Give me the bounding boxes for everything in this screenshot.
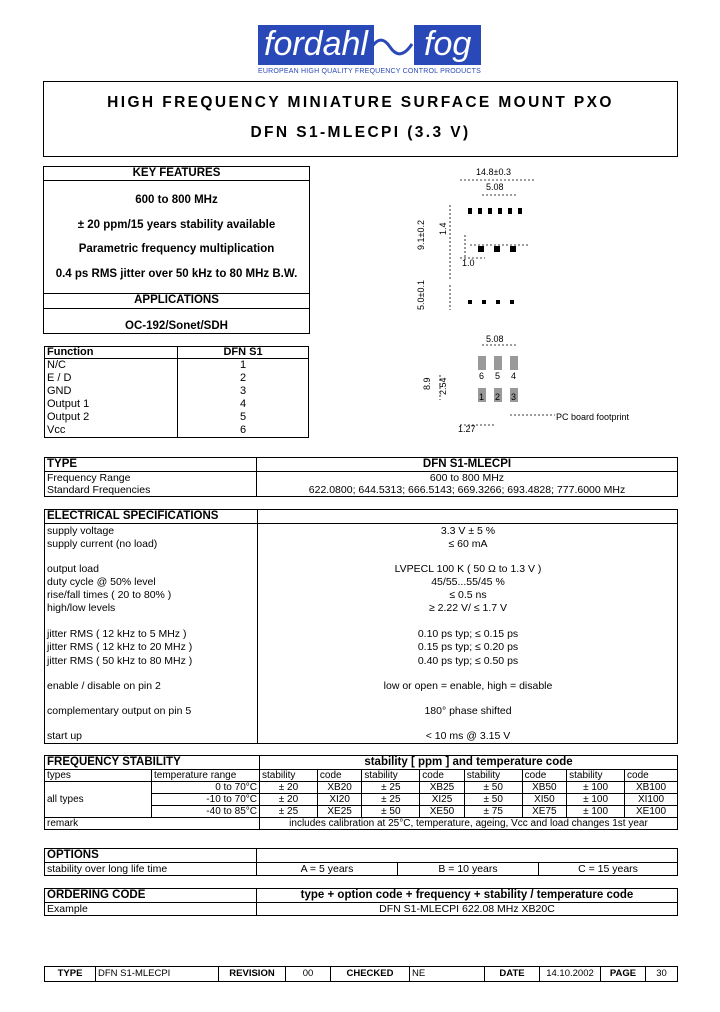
- type-header: TYPE: [45, 458, 257, 472]
- dim-label: 2.54: [438, 377, 448, 395]
- options-header: OPTIONS: [45, 849, 257, 863]
- feature-item: ± 20 ppm/15 years stability available: [77, 219, 276, 231]
- spec-value: 3.3 V ± 5 %: [440, 525, 496, 537]
- stability-table: [44, 755, 678, 830]
- stability-header-right: stability [ ppm ] and temperature code: [260, 756, 678, 770]
- dim-label: 14.8±0.3: [476, 167, 511, 177]
- type-table: [44, 457, 678, 497]
- col-sub: code: [625, 770, 678, 782]
- spec-value: ≤ 0.5 ns: [449, 589, 487, 601]
- stab-cell: XI50: [522, 794, 566, 806]
- footer-label: DATE: [485, 967, 540, 982]
- title-box: [43, 81, 678, 157]
- dim-label: 5.08: [486, 334, 504, 344]
- spec-value: 0.15 ps typ; ≤ 0.20 ps: [417, 641, 519, 653]
- footer-value: NE: [410, 967, 485, 982]
- pinout-header: Function: [45, 347, 178, 359]
- spec-label: output load: [47, 563, 99, 575]
- pinout-header: DFN S1: [178, 347, 309, 359]
- stab-cell: XB100: [625, 782, 678, 794]
- logo-tagline: EUROPEAN HIGH QUALITY FREQUENCY CONTROL PRODUCTS: [258, 68, 482, 75]
- col-sub: code: [317, 770, 361, 782]
- spec-label: high/low levels: [47, 602, 116, 614]
- pinout-table: [44, 346, 309, 438]
- ordering-table: [44, 888, 678, 916]
- stab-cell: XB20: [317, 782, 361, 794]
- dim-label: 1.0: [462, 258, 475, 268]
- table-row: [45, 398, 309, 411]
- option-value: A = 5 years: [257, 863, 398, 876]
- table-row: [45, 818, 678, 830]
- stab-cell: ± 75: [464, 806, 522, 818]
- temp-range: -10 to 70°C: [152, 794, 260, 806]
- stab-cell: XE50: [420, 806, 464, 818]
- dim-label: 5.08: [486, 182, 504, 192]
- feature-item: 0.4 ps RMS jitter over 50 kHz to 80 MHz B.W.: [55, 268, 298, 280]
- dim-label: 5.0±0.1: [416, 280, 426, 310]
- table-row: [45, 903, 678, 916]
- footer-table: [44, 966, 678, 982]
- table-row: [45, 372, 309, 385]
- stab-cell: ± 50: [464, 794, 522, 806]
- pin-label: 5: [495, 371, 501, 381]
- stab-cell: ± 25: [362, 782, 420, 794]
- spec-value: 180° phase shifted: [424, 705, 512, 717]
- stab-cell: XE100: [625, 806, 678, 818]
- stab-cell: XE25: [317, 806, 361, 818]
- dim-label: 9.1±0.2: [416, 220, 426, 250]
- stab-cell: ± 25: [362, 794, 420, 806]
- pin-label: 2: [495, 392, 501, 402]
- option-value: B = 10 years: [398, 863, 539, 876]
- col-sub: stability: [362, 770, 420, 782]
- spec-label: duty cycle @ 50% level: [47, 576, 156, 588]
- type-label: Standard Frequencies: [45, 484, 257, 497]
- spec-label: supply voltage: [47, 525, 115, 537]
- table-row: [45, 424, 309, 438]
- pin-number: 6: [178, 424, 309, 438]
- pin-number: 4: [178, 398, 309, 411]
- ordering-header: ORDERING CODE: [45, 889, 257, 903]
- table-row: [45, 782, 678, 794]
- type-label: Frequency Range: [45, 472, 257, 485]
- option-value: C = 15 years: [539, 863, 678, 876]
- pin-number: 1: [178, 359, 309, 373]
- spec-label: jitter RMS ( 12 kHz to 20 MHz ): [47, 641, 193, 653]
- stability-header: FREQUENCY STABILITY: [45, 756, 260, 770]
- spec-value: LVPECL 100 K ( 50 Ω to 1.3 V ): [394, 563, 542, 575]
- ordering-header-right: type + option code + frequency + stability / temperature code: [257, 889, 678, 903]
- footer-label: TYPE: [45, 967, 96, 982]
- table-row: [45, 863, 678, 876]
- col-sub: stability: [260, 770, 318, 782]
- options-label: stability over long life time: [45, 863, 257, 876]
- pin-label: 4: [511, 371, 517, 381]
- all-types: all types: [45, 782, 152, 818]
- footer-label: CHECKED: [331, 967, 410, 982]
- ordering-label: Example: [45, 903, 257, 916]
- table-row: [45, 472, 678, 485]
- spec-value: 0.40 ps typ; ≤ 0.50 ps: [417, 655, 519, 667]
- pin-function: Output 1: [45, 398, 178, 411]
- feature-item: Parametric frequency multiplication: [78, 243, 275, 255]
- footprint-label: PC board footprint: [556, 412, 630, 422]
- pin-label: 6: [479, 371, 485, 381]
- pin-function: Vcc: [45, 424, 178, 438]
- pin-label: 1: [479, 392, 485, 402]
- page-title: HIGH FREQUENCY MINIATURE SURFACE MOUNT PXO: [107, 94, 614, 111]
- stab-cell: XI25: [420, 794, 464, 806]
- table-row: [45, 385, 309, 398]
- type-header-value: DFN S1-MLECPI: [257, 458, 678, 472]
- dim-label: 8.9: [422, 377, 432, 390]
- stab-cell: XE75: [522, 806, 566, 818]
- footer-value: DFN S1-MLECPI: [96, 967, 219, 982]
- col-sub: code: [522, 770, 566, 782]
- stab-cell: ± 20: [260, 782, 318, 794]
- options-table: [44, 848, 678, 876]
- stab-cell: ± 100: [567, 794, 625, 806]
- table-row: [45, 411, 309, 424]
- type-value: 600 to 800 MHz: [257, 472, 678, 485]
- stab-cell: ± 20: [260, 794, 318, 806]
- logo-wave-icon: [368, 30, 414, 64]
- dim-label: 1.27: [458, 424, 476, 434]
- key-features-header: KEY FEATURES: [132, 167, 221, 179]
- spec-label: enable / disable on pin 2: [47, 680, 161, 692]
- spec-value: ≤ 60 mA: [448, 538, 488, 550]
- footer-label: PAGE: [601, 967, 646, 982]
- spec-value: low or open = enable, high = disable: [383, 680, 553, 692]
- spec-label: start up: [47, 730, 83, 742]
- table-row: [45, 484, 678, 497]
- pin-number: 5: [178, 411, 309, 424]
- feature-item: 600 to 800 MHz: [135, 194, 218, 206]
- pin-number: 2: [178, 372, 309, 385]
- stab-cell: XB50: [522, 782, 566, 794]
- stab-cell: XI20: [317, 794, 361, 806]
- spec-label: supply current (no load): [47, 538, 158, 550]
- spec-label: jitter RMS ( 50 kHz to 80 MHz ): [47, 655, 193, 667]
- applications-header: APPLICATIONS: [134, 294, 219, 306]
- col-sub: code: [420, 770, 464, 782]
- stab-cell: ± 50: [362, 806, 420, 818]
- footer-value: 30: [646, 967, 678, 982]
- dim-label: 1.4: [438, 222, 448, 235]
- footer-value: 00: [286, 967, 331, 982]
- spec-label: rise/fall times ( 20 to 80% ): [47, 589, 172, 601]
- spec-label: jitter RMS ( 12 kHz to 5 MHz ): [47, 628, 187, 640]
- page-subtitle: DFN S1-MLECPI (3.3 V): [250, 124, 471, 141]
- spec-value: 45/55...55/45 %: [431, 576, 505, 588]
- remark-label: remark: [45, 818, 260, 830]
- pin-function: E / D: [45, 372, 178, 385]
- logo-right: fog: [414, 25, 481, 65]
- stab-cell: ± 100: [567, 806, 625, 818]
- col-types: types: [45, 770, 152, 782]
- col-sub: stability: [567, 770, 625, 782]
- pin-function: Output 2: [45, 411, 178, 424]
- spec-value: < 10 ms @ 3.15 V: [425, 730, 511, 742]
- remark-value: includes calibration at 25°C, temperature, ageing, Vcc and load changes 1st year: [260, 818, 678, 830]
- pin-label: 3: [511, 392, 517, 402]
- spec-label: complementary output on pin 5: [47, 705, 192, 717]
- stab-cell: XI100: [625, 794, 678, 806]
- temp-range: 0 to 70°C: [152, 782, 260, 794]
- logo-left: fordahl: [258, 25, 374, 65]
- stab-cell: ± 100: [567, 782, 625, 794]
- temp-range: -40 to 85°C: [152, 806, 260, 818]
- footer-label: REVISION: [219, 967, 286, 982]
- stab-cell: ± 25: [260, 806, 318, 818]
- stab-cell: ± 50: [464, 782, 522, 794]
- table-row: [45, 359, 309, 373]
- spec-value: 0.10 ps typ; ≤ 0.15 ps: [417, 628, 519, 640]
- col-temp: temperature range: [152, 770, 260, 782]
- pin-number: 3: [178, 385, 309, 398]
- package-drawing: [410, 160, 650, 440]
- pin-function: GND: [45, 385, 178, 398]
- type-value: 622.0800; 644.5313; 666.5143; 669.3266; 693.4828; 777.6000 MHz: [257, 484, 678, 497]
- applications-value: OC-192/Sonet/SDH: [125, 320, 228, 332]
- stab-cell: XB25: [420, 782, 464, 794]
- spec-value: ≥ 2.22 V/ ≤ 1.7 V: [428, 602, 508, 614]
- ordering-value: DFN S1-MLECPI 622.08 MHz XB20C: [257, 903, 678, 916]
- electrical-header: ELECTRICAL SPECIFICATIONS: [47, 510, 219, 522]
- footer-value: 14.10.2002: [540, 967, 601, 982]
- col-sub: stability: [464, 770, 522, 782]
- pin-function: N/C: [45, 359, 178, 373]
